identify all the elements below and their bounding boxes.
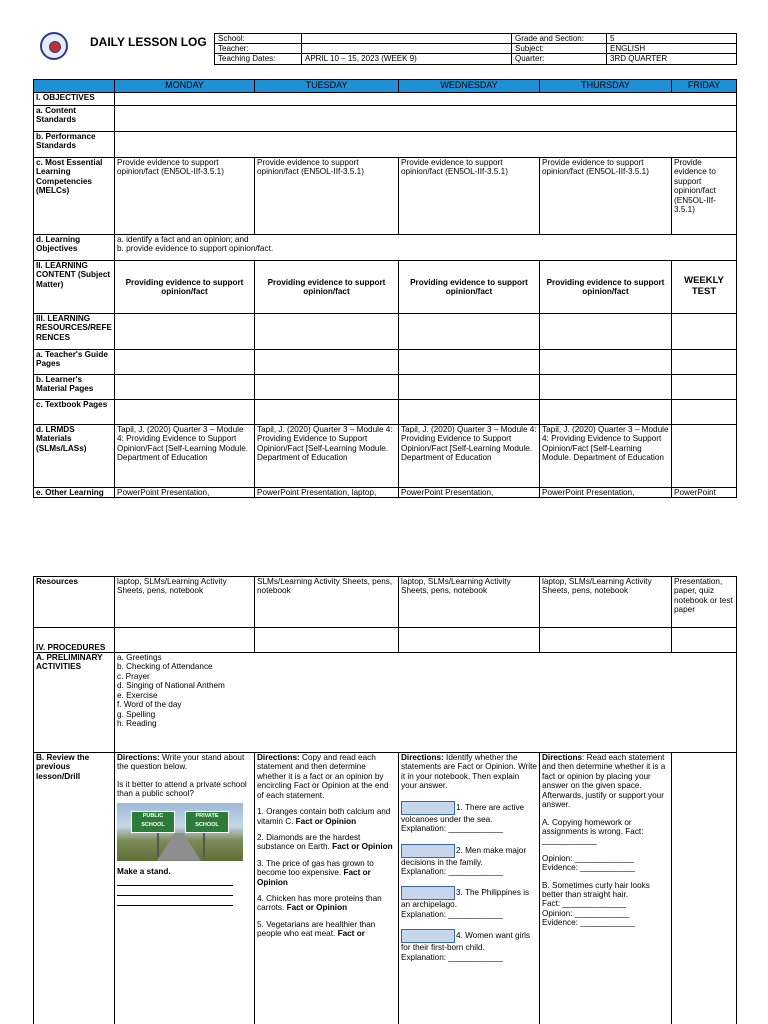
list-item: g. Spelling xyxy=(117,709,156,719)
subject-value: ENGLISH xyxy=(607,44,737,54)
page-gap xyxy=(0,500,768,576)
school-label: School: xyxy=(215,34,302,44)
content-cell: Providing evidence to support opinion/fact xyxy=(255,261,399,314)
preliminary-list xyxy=(115,653,737,753)
content-cell: Providing evidence to support opinion/fact xyxy=(115,261,255,314)
page-2 xyxy=(0,576,768,1024)
item-b-text: B. Sometimes curly hair looks better than straight hair. xyxy=(542,880,650,900)
melc-cell: Provide evidence to support opinion/fact (EN5OL-IIf-3.5.1) xyxy=(115,158,255,235)
grade-value: 5 xyxy=(607,34,737,44)
list-item: a. Greetings xyxy=(117,653,162,662)
melc-cell: Provide evidence to support opinion/fact (EN5OL-IIf-3.5.1) xyxy=(540,158,672,235)
melc-cell: Provide evidence to support opinion/fact (EN5OL-IIf-3.5.1) xyxy=(255,158,399,235)
day-header: THURSDAY xyxy=(540,80,672,93)
answer-box[interactable] xyxy=(401,844,455,858)
answer-line xyxy=(117,878,233,886)
review-friday xyxy=(672,753,737,1024)
teacher-label: Teacher: xyxy=(215,44,302,54)
row-label-learners-material: b. Learner's Material Pages xyxy=(34,375,115,400)
row-label-preliminary: A. PRELIMINARY ACTIVITIES xyxy=(34,653,115,753)
resources-cell: laptop, SLMs/Learning Activity Sheets, pens, notebook xyxy=(540,577,672,628)
dates-label: Teaching Dates: xyxy=(215,54,302,64)
quarter-label: Quarter: xyxy=(512,54,607,64)
dates-value: APRIL 10 – 15, 2023 (WEEK 9) xyxy=(302,54,512,64)
statement-item: 3. The price of gas has grown to become too expensive. Fact or Opinion xyxy=(257,858,374,887)
statement-item: 5. Vegetarians are healthier than people who eat meat. Fact or xyxy=(257,919,376,939)
statement-item: 4. Women want girls for their first-born child. xyxy=(401,929,537,952)
resources-cell: laptop, SLMs/Learning Activity Sheets, pens, notebook xyxy=(115,577,255,628)
statement-item: 4. Chicken has more proteins than carrots. Fact or Opinion xyxy=(257,894,382,913)
item-b-evidence: Evidence: ____________ xyxy=(542,918,635,928)
row-label-performance-standards: b. Performance Standards xyxy=(34,132,115,158)
explanation-line: Explanation: ____________ xyxy=(401,824,503,834)
statement-item: 1. There are active volcanoes under the sea. xyxy=(401,801,537,824)
review-wednesday xyxy=(399,753,540,1024)
procedures-table xyxy=(33,576,737,1024)
item-a-opinion: Opinion: _____________ xyxy=(542,853,634,863)
row-label-lrmds: d. LRMDS Materials (SLMs/LASs) xyxy=(34,425,115,488)
other-cell: PowerPoint xyxy=(672,488,737,498)
statement-item: 3. The Philippines is an archipelago. xyxy=(401,886,537,909)
day-header: FRIDAY xyxy=(672,80,737,93)
row-label-resources: III. LEARNING RESOURCES/REFERENCES xyxy=(34,314,115,350)
item-b-fact: Fact: ______________ xyxy=(542,899,627,909)
explanation-line: Explanation: ____________ xyxy=(401,866,503,876)
day-header: TUESDAY xyxy=(255,80,399,93)
row-label-learning-objectives: d. Learning Objectives xyxy=(34,235,115,261)
lrmds-cell: Tapil, J. (2020) Quarter 3 – Module 4: Providing Evidence to Support Opinion/Fact [Self-Learning Module. Department of Education xyxy=(115,425,255,488)
objective-b: b. provide evidence to support opinion/fact. xyxy=(117,244,274,254)
content-cell-friday: WEEKLY TEST xyxy=(672,261,737,314)
lesson-log-table xyxy=(33,79,737,498)
directions-text: Copy and read each statement and then determine whether it is a fact or an opinion by encircling Fact or Opinion at the end of each statement. xyxy=(257,753,389,800)
list-item: h. Reading xyxy=(117,718,157,728)
other-cell: PowerPoint Presentation, xyxy=(399,488,540,498)
answer-box[interactable] xyxy=(401,801,455,815)
teacher-value xyxy=(302,44,512,54)
day-header: WEDNESDAY xyxy=(399,80,540,93)
other-cell: PowerPoint Presentation, xyxy=(115,488,255,498)
item-b-opinion: Opinion: ____________ xyxy=(542,908,630,918)
directions-text: Identify whether the statements are Fact or Opinion. Write it in your notebook. Then explain your answer. xyxy=(401,753,537,791)
row-label-objectives: I. OBJECTIVES xyxy=(34,93,115,106)
explanation-line: Explanation: ____________ xyxy=(401,952,503,962)
school-signs-image xyxy=(117,803,243,861)
content-cell: Providing evidence to support opinion/fact xyxy=(399,261,540,314)
lrmds-cell: Tapil, J. (2020) Quarter 3 – Module 4: Providing Evidence to Support Opinion/Fact [Self-Learning Module. Department of Education xyxy=(540,425,672,488)
answer-line xyxy=(117,888,233,896)
day-header: MONDAY xyxy=(115,80,255,93)
page-title: DAILY LESSON LOG xyxy=(90,35,207,49)
learning-objectives-cell xyxy=(115,235,737,261)
lrmds-cell: Tapil, J. (2020) Quarter 3 – Module 4: Providing Evidence to Support Opinion/Fact [Self-Learning Module. Department of Education xyxy=(399,425,540,488)
directions-label: Directions: xyxy=(117,753,160,762)
public-school-sign: PUBLIC SCHOOL xyxy=(131,811,175,833)
header-info-table xyxy=(214,33,737,65)
other-cell: PowerPoint Presentation, laptop, xyxy=(255,488,399,498)
statement-item: 1. Oranges contain both calcium and vitamin C. Fact or Opinion xyxy=(257,807,391,826)
answer-box[interactable] xyxy=(401,929,455,943)
lrmds-cell: Tapil, J. (2020) Quarter 3 – Module 4: Providing Evidence to Support Opinion/Fact [Self-Learning Module. Department of Education xyxy=(255,425,399,488)
subject-label: Subject: xyxy=(512,44,607,54)
directions-text: : Read each statement and then determine whether it is a fact or opinion by placing your answer on the given space. Afterwards, justify or support your answer. xyxy=(542,753,666,810)
school-value xyxy=(302,34,512,44)
statement-item: 2. Diamonds are the hardest substance on Earth. Fact or Opinion xyxy=(257,832,393,852)
list-item: e. Exercise xyxy=(117,690,158,700)
answer-line xyxy=(117,898,233,906)
row-label-procedures: IV. PROCEDURES xyxy=(34,628,115,653)
list-item: d. Singing of National Anthem xyxy=(117,681,225,691)
question-text: Is it better to attend a private school than a public school? xyxy=(117,779,247,799)
private-school-sign: PRIVATE SCHOOL xyxy=(185,811,229,833)
directions-label: Directions xyxy=(542,753,583,762)
list-item: b. Checking of Attendance xyxy=(117,662,213,672)
directions-text: Write your stand about the question below. xyxy=(117,753,245,772)
item-a-evidence: Evidence: ____________ xyxy=(542,863,635,873)
explanation-line: Explanation: ____________ xyxy=(401,909,503,919)
review-monday xyxy=(115,753,255,1024)
melc-cell: Provide evidence to support opinion/fact (EN5OL-IIf-3.5.1) xyxy=(399,158,540,235)
page-1 xyxy=(0,0,768,500)
row-label-review: B. Review the previous lesson/Drill xyxy=(34,753,115,1024)
directions-label: Directions: xyxy=(401,753,444,762)
quarter-value: 3RD QUARTER xyxy=(607,54,737,64)
row-label-teachers-guide: a. Teacher's Guide Pages xyxy=(34,350,115,375)
answer-box[interactable] xyxy=(401,886,455,900)
review-tuesday xyxy=(255,753,399,1024)
item-a-text: A. Copying homework or assignments is wrong. Fact: ____________ xyxy=(542,817,644,846)
row-label-learning-content: II. LEARNING CONTENT (Subject Matter) xyxy=(34,261,115,314)
resources-cell: SLMs/Learning Activity Sheets, pens, notebook xyxy=(255,577,399,628)
grade-label: Grade and Section: xyxy=(512,34,607,44)
review-thursday xyxy=(540,753,672,1024)
row-label-textbook: c. Textbook Pages xyxy=(34,400,115,425)
resources-cell: Presentation, paper, quiz notebook or test paper xyxy=(672,577,737,628)
objective-a: a. identify a fact and an opinion; and xyxy=(117,235,249,244)
melc-cell: Provide evidence to support opinion/fact (EN5OL-IIf-3.5.1) xyxy=(672,158,737,235)
list-item: c. Prayer xyxy=(117,671,150,681)
row-label-melc: c. Most Essential Learning Competencies (MELCs) xyxy=(34,158,115,235)
content-cell: Providing evidence to support opinion/fact xyxy=(540,261,672,314)
other-cell: PowerPoint Presentation, xyxy=(540,488,672,498)
statement-item: 2. Men make major decisions in the family. xyxy=(401,844,537,867)
resources-cell: laptop, SLMs/Learning Activity Sheets, pens, notebook xyxy=(399,577,540,628)
deped-seal-logo xyxy=(40,32,68,60)
list-item: f. Word of the day xyxy=(117,700,182,710)
corner-cell xyxy=(34,80,115,93)
row-label-content-standards: a. Content Standards xyxy=(34,106,115,132)
directions-label: Directions: xyxy=(257,753,300,762)
make-a-stand-label: Make a stand. xyxy=(117,866,171,876)
row-label-other-learning: e. Other Learning xyxy=(34,488,115,498)
row-label-resources-cont: Resources xyxy=(34,577,115,628)
